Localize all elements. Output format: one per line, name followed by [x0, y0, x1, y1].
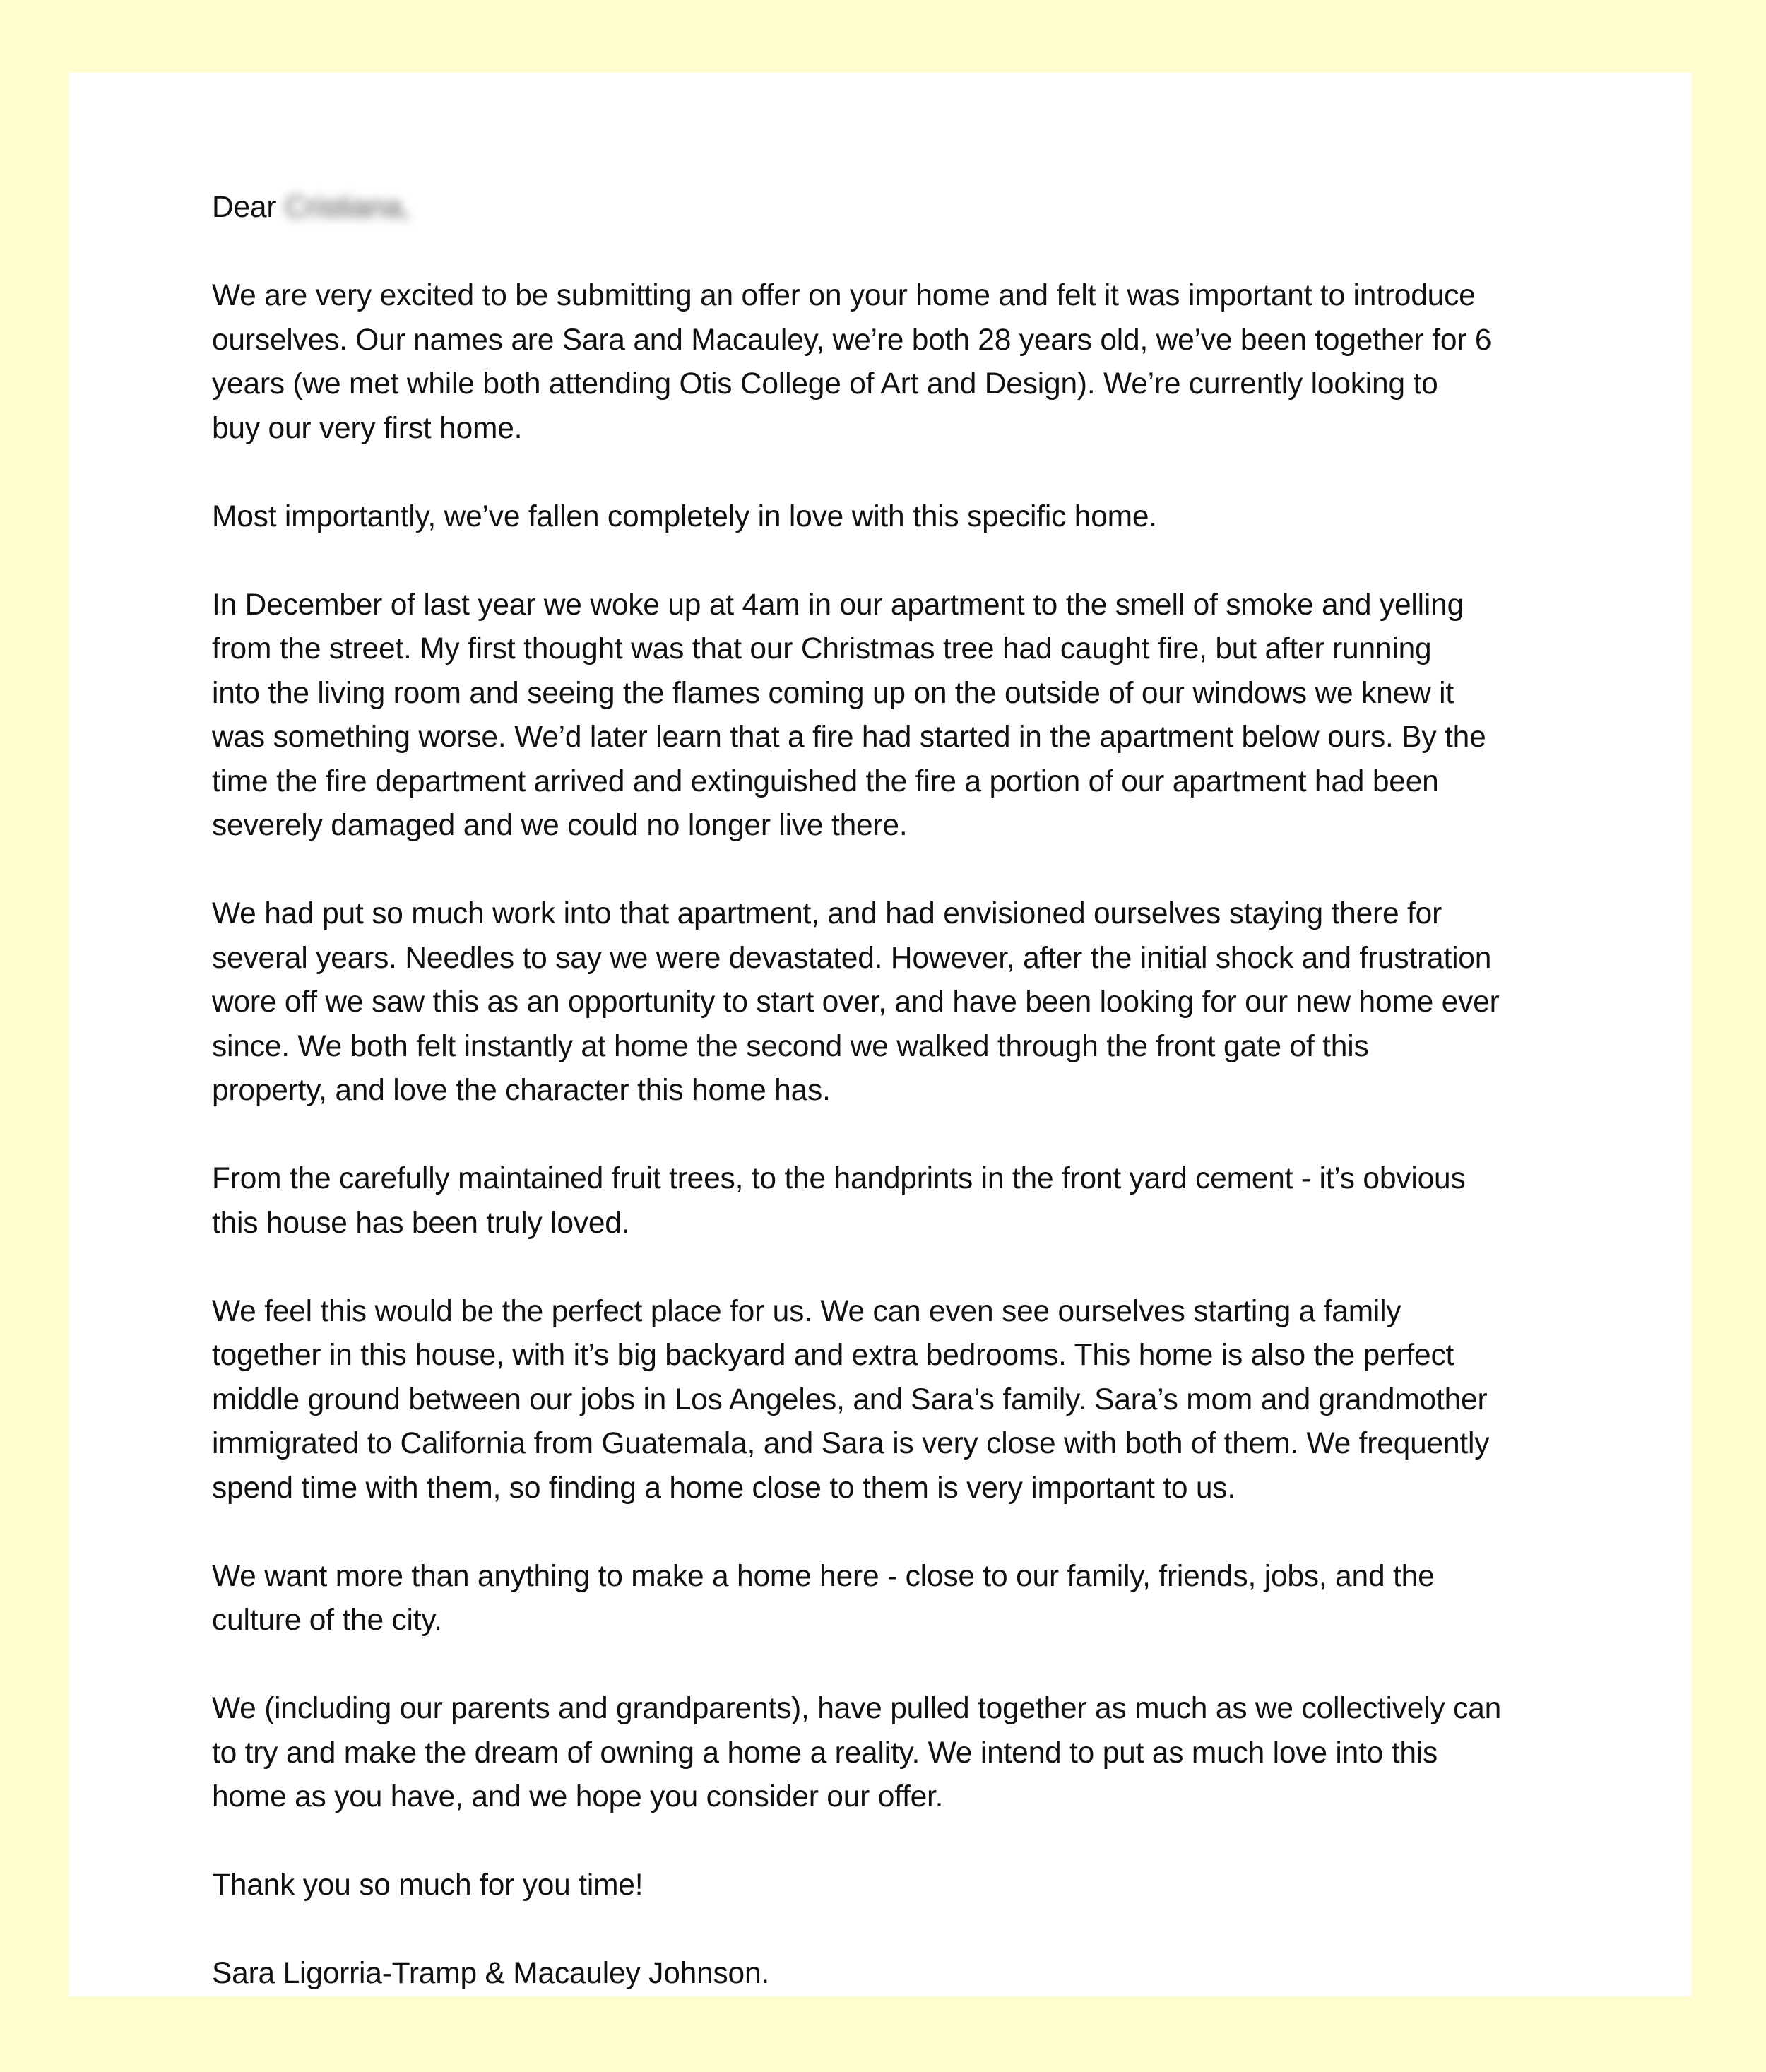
- text-line: from the street. My first thought was that our Christmas tree had caught fire, but after running: [212, 632, 1432, 665]
- text-line: wore off we saw this as an opportunity to start over, and have been looking for our new home ever: [212, 985, 1500, 1019]
- text-line: We had put so much work into that apartment, and had envisioned ourselves staying there for: [212, 897, 1442, 930]
- text-line: culture of the city.: [212, 1604, 442, 1637]
- paragraph-gap: [212, 1510, 1596, 1555]
- text-line: into the living room and seeing the flames coming up on the outside of our windows we knew it: [212, 676, 1454, 710]
- paragraph-gap: [212, 539, 1596, 584]
- signature: Sara Ligorria-Tramp & Macauley Johnson.: [212, 1957, 770, 1990]
- text-line: We (including our parents and grandparents), have pulled together as much as we collectively can: [212, 1692, 1502, 1725]
- text-line: to try and make the dream of owning a home a reality. We intend to put as much love into this: [212, 1736, 1438, 1770]
- text-line: middle ground between our jobs in Los Angeles, and Sara’s family. Sara’s mom and grandmother: [212, 1383, 1488, 1416]
- text-line: We want more than anything to make a home here - close to our family, friends, jobs, and the: [212, 1559, 1435, 1593]
- text-line: this house has been truly loved.: [212, 1206, 630, 1240]
- paragraph-new-start: [212, 892, 1596, 1113]
- closing: Thank you so much for you time!: [212, 1869, 644, 1902]
- text-line: spend time with them, so finding a home close to them is very important to us.: [212, 1471, 1235, 1505]
- text-line: since. We both felt instantly at home the second we walked through the front gate of this: [212, 1029, 1369, 1063]
- paragraph-gap: [212, 1908, 1596, 1953]
- paragraph-gap: [212, 451, 1596, 495]
- text-line: buy our very first home.: [212, 411, 523, 445]
- paragraph-gap: [212, 1820, 1596, 1864]
- paragraph-fire-story: [212, 584, 1596, 848]
- text-line: From the carefully maintained fruit trees, to the handprints in the front yard cement - it’s obvious: [212, 1162, 1466, 1195]
- paragraph-introduction: [212, 274, 1596, 451]
- salutation: [212, 186, 1596, 230]
- paragraph-offer: [212, 1687, 1596, 1820]
- paragraph-gap: [212, 1245, 1596, 1290]
- letter-body: [212, 186, 1596, 1996]
- paragraph-gap: [212, 1113, 1596, 1158]
- paragraph-gap: [212, 230, 1596, 275]
- text-line: home as you have, and we hope you consider our offer.: [212, 1780, 944, 1813]
- paragraph-gap: [212, 1643, 1596, 1688]
- text-line: immigrated to California from Guatemala, and Sara is very close with both of them. We frequently: [212, 1427, 1490, 1460]
- salutation-prefix: Dear: [212, 191, 277, 224]
- paragraph-love-home: [212, 495, 1596, 540]
- letter-page: [69, 73, 1692, 1996]
- text-line: time the fire department arrived and extinguished the fire a portion of our apartment had been: [212, 764, 1439, 798]
- paragraph-gap: [212, 848, 1596, 893]
- text-line: Most importantly, we’ve fallen completely in love with this specific home.: [212, 499, 1157, 533]
- salutation-name-redacted: Cristiana,: [284, 191, 410, 224]
- text-line: several years. Needles to say we were devastated. However, after the initial shock and frustration: [212, 941, 1492, 975]
- text-line: In December of last year we woke up at 4am in our apartment to the smell of smoke and yelling: [212, 588, 1464, 622]
- text-line: ourselves. Our names are Sara and Macauley, we’re both 28 years old, we’ve been together for 6: [212, 323, 1492, 357]
- paragraph-family: [212, 1290, 1596, 1511]
- text-line: We feel this would be the perfect place for us. We can even see ourselves starting a family: [212, 1294, 1401, 1328]
- text-line: severely damaged and we could no longer live there.: [212, 809, 908, 842]
- text-line: We are very excited to be submitting an offer on your home and felt it was important to introduce: [212, 279, 1476, 312]
- text-line: property, and love the character this home has.: [212, 1074, 831, 1107]
- text-line: together in this house, with it’s big backyard and extra bedrooms. This home is also the perfect: [212, 1339, 1454, 1372]
- text-line: years (we met while both attending Otis College of Art and Design). We’re currently looking to: [212, 367, 1438, 401]
- text-line: was something worse. We’d later learn that a fire had started in the apartment below ours. By the: [212, 721, 1486, 754]
- paragraph-house-loved: [212, 1157, 1596, 1245]
- paragraph-make-home: [212, 1555, 1596, 1643]
